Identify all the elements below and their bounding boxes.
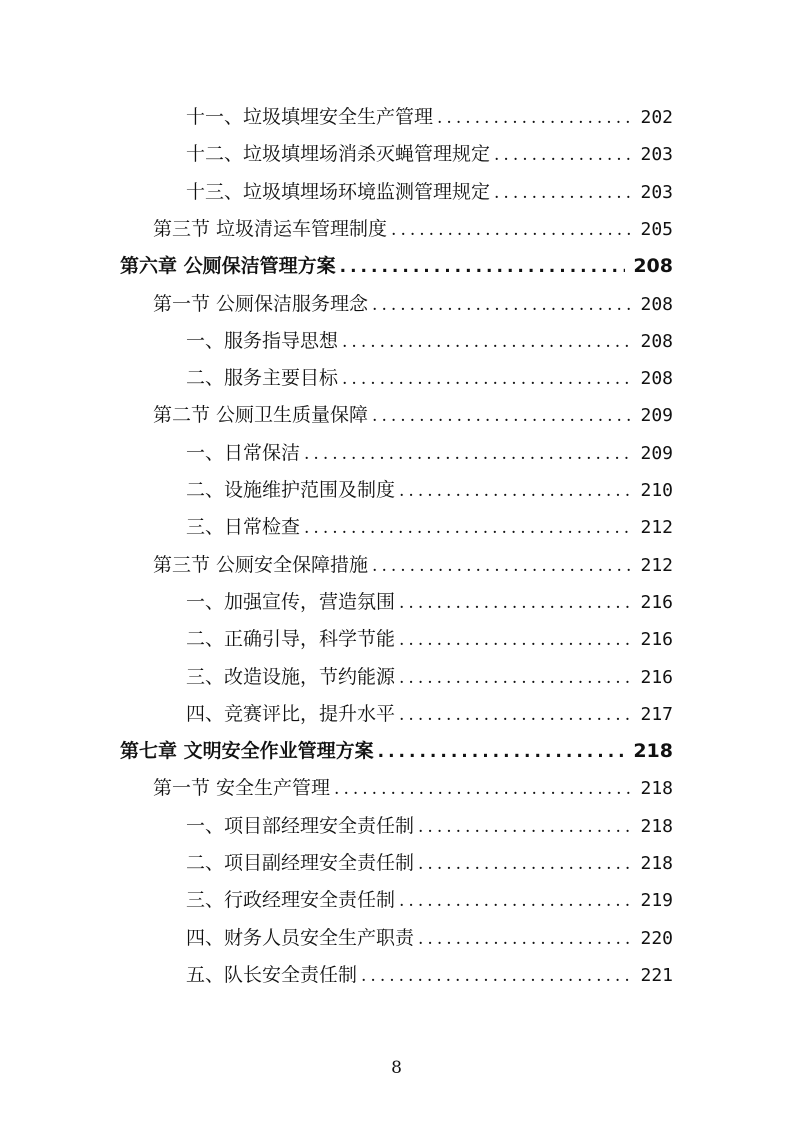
dot-leader (372, 399, 632, 433)
toc-entry-section[interactable] (153, 287, 673, 321)
toc-entry-title: 一、项目部经理安全责任制 (186, 814, 415, 837)
toc-entry-page: 209 (640, 405, 673, 427)
dot-leader (437, 101, 632, 135)
toc-entry-title: 第二节 公厕卫生质量保障 (153, 404, 369, 427)
dot-leader (361, 959, 632, 993)
toc-entry-title: 四、财务人员安全生产职责 (186, 926, 415, 949)
dot-leader (391, 213, 632, 247)
toc-entry-title: 十二、垃圾填埋场消杀灭蝇管理规定 (186, 143, 491, 166)
toc-entry-title: 三、日常检查 (186, 516, 301, 539)
toc-entry-page: 218 (633, 740, 673, 763)
toc-entry-item[interactable] (186, 100, 673, 134)
toc-entry-item[interactable] (186, 883, 673, 917)
toc-entry-title: 三、行政经理安全责任制 (186, 889, 396, 912)
toc-entry-page: 208 (640, 330, 673, 352)
dot-leader (399, 698, 632, 732)
dot-leader (418, 810, 632, 844)
toc-entry-page: 216 (640, 666, 673, 688)
toc-entry-item[interactable] (186, 809, 673, 843)
toc-entry-page: 220 (640, 927, 673, 949)
toc-entry-title: 十一、垃圾填埋安全生产管理 (186, 106, 434, 128)
toc-entry-page: 212 (640, 517, 673, 539)
toc-entry-item[interactable] (186, 324, 673, 358)
toc-entry-chapter[interactable] (120, 734, 673, 768)
dot-leader (494, 176, 632, 210)
toc-entry-title: 第一节 公厕保洁服务理念 (153, 292, 369, 315)
toc-entry-title: 一、日常保洁 (186, 441, 301, 464)
dot-leader (340, 250, 626, 284)
toc-entry-item[interactable] (186, 697, 673, 731)
toc-entry-title: 第七章 文明安全作业管理方案 (120, 740, 374, 763)
dot-leader (418, 847, 632, 881)
toc-entry-title: 二、正确引导，科学节能 (186, 628, 396, 651)
dot-leader (342, 325, 632, 359)
toc-entry-item[interactable] (186, 585, 673, 619)
toc-entry-title: 一、服务指导思想 (186, 329, 339, 352)
toc-entry-page: 203 (640, 144, 673, 166)
dot-leader (399, 586, 632, 620)
toc-entry-page: 219 (640, 890, 673, 912)
toc-entry-title: 三、改造设施，节约能源 (186, 665, 396, 688)
toc-entry-title: 二、项目副经理安全责任制 (186, 852, 415, 874)
dot-leader (378, 735, 626, 769)
toc-entry-page: 205 (640, 218, 673, 240)
toc-entry-page: 203 (640, 181, 673, 203)
toc-entry-title: 第三节 垃圾清运车管理制度 (153, 217, 388, 240)
toc-entry-page: 218 (640, 778, 673, 800)
dot-leader (399, 623, 632, 657)
toc-entry-section[interactable] (153, 398, 673, 432)
toc-entry-title: 第六章 公厕保洁管理方案 (120, 255, 336, 278)
toc-entry-item[interactable] (186, 921, 673, 955)
dot-leader (304, 511, 632, 545)
toc-entry-item[interactable] (186, 175, 673, 209)
toc-entry-page: 221 (640, 964, 673, 986)
page-number: 8 (391, 1058, 402, 1078)
toc-entry-page: 209 (640, 442, 673, 464)
toc-entry-chapter[interactable] (120, 249, 673, 283)
toc-entry-page: 216 (640, 591, 673, 613)
toc-entry-section[interactable] (153, 771, 673, 805)
toc-entry-title: 第一节 安全生产管理 (153, 777, 331, 800)
toc-entry-page: 210 (640, 480, 673, 501)
toc-entry-item[interactable] (186, 473, 673, 507)
dot-leader (342, 362, 632, 396)
toc-entry-item[interactable] (186, 846, 673, 880)
toc-entry-item[interactable] (186, 622, 673, 656)
dot-leader (418, 922, 632, 956)
toc-entry-title: 一、加强宣传，营造氛围 (186, 590, 396, 613)
dot-leader (399, 884, 632, 918)
toc-entry-page: 218 (640, 853, 673, 874)
toc-entry-title: 第三节 公厕安全保障措施 (153, 553, 369, 576)
toc-entry-item[interactable] (186, 361, 673, 395)
toc-entry-page: 208 (640, 293, 673, 315)
toc-entry-page: 216 (640, 629, 673, 651)
dot-leader (399, 661, 632, 695)
toc-entry-page: 208 (633, 255, 673, 278)
toc-entry-page: 212 (640, 554, 673, 576)
dot-leader (304, 437, 632, 471)
toc-entry-item[interactable] (186, 436, 673, 470)
toc-entry-title: 二、服务主要目标 (186, 367, 339, 390)
toc-entry-item[interactable] (186, 137, 673, 171)
toc-entry-section[interactable] (153, 548, 673, 582)
toc-entry-item[interactable] (186, 660, 673, 694)
dot-leader (494, 138, 632, 172)
dot-leader (372, 288, 632, 322)
toc-entry-item[interactable] (186, 958, 673, 992)
dot-leader (399, 474, 632, 508)
toc-entry-title: 十三、垃圾填埋场环境监测管理规定 (186, 180, 491, 203)
dot-leader (372, 549, 632, 583)
toc-entry-page: 218 (640, 815, 673, 837)
toc-entry-title: 二、设施维护范围及制度 (186, 479, 396, 501)
toc-entry-page: 217 (640, 703, 673, 725)
dot-leader (334, 772, 632, 806)
toc-entry-page: 208 (640, 368, 673, 390)
toc-entry-title: 四、竞赛评比，提升水平 (186, 702, 396, 725)
toc-entry-title: 五、队长安全责任制 (186, 963, 358, 986)
toc-entry-item[interactable] (186, 510, 673, 544)
toc-entry-section[interactable] (153, 212, 673, 246)
toc-entry-page: 202 (640, 107, 673, 128)
